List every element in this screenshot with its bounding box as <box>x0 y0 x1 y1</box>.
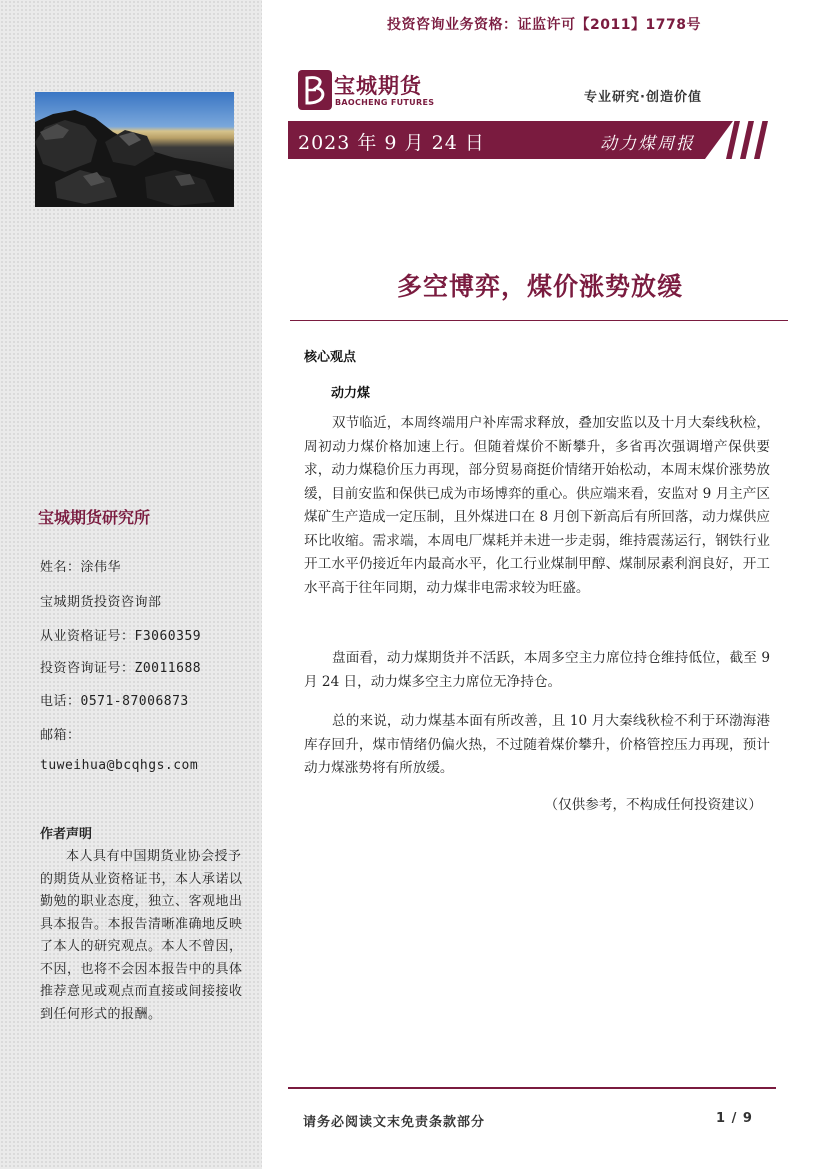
disclaimer: （仅供参考，不构成任何投资建议） <box>544 797 762 813</box>
footer-divider <box>288 1087 776 1089</box>
report-type: 动力煤周报 <box>600 134 695 154</box>
section-heading: 核心观点 <box>304 350 357 365</box>
logo-english: BAOCHENG FUTURES <box>335 98 435 107</box>
qualification-line: 投资咨询业务资格：证监许可【2011】1778号 <box>387 17 701 33</box>
author-name: 姓名：涂伟华 <box>40 560 122 575</box>
page-number: 1 / 9 <box>716 1111 753 1126</box>
logo-chinese: 宝城期货 <box>334 73 422 98</box>
sidebar <box>0 0 262 1169</box>
paragraph: 总的来说，动力煤基本面有所改善，且 10 月大秦线秋检不利于环渤海港库存回升，煤市情绪仍偏火热，不过随着煤价攀升，价格管控压力再现，预计动力煤涨势将有所放缓。 <box>304 713 770 776</box>
email-label: 邮箱： <box>40 728 81 743</box>
license-number: 从业资格证号：F3060359 <box>40 629 202 644</box>
consult-license-number: 投资咨询证号：Z0011688 <box>40 661 202 676</box>
report-title: 多空博弈，煤价涨势放缓 <box>396 272 683 301</box>
banner-stripe <box>740 121 754 159</box>
subsection-heading: 动力煤 <box>331 386 371 401</box>
footer-notice: 请务必阅读文末免责条款部分 <box>303 1115 486 1130</box>
logo-mark-icon <box>298 70 332 110</box>
report-date: 2023 年 9 月 24 日 <box>298 132 485 154</box>
paragraph: 双节临近，本周终端用户补库需求释放，叠加安监以及十月大秦线秋检，周初动力煤价格加速上行。但随着煤价不断攀升，多省再次强调增产保供要求，动力煤稳价压力再现，部分贸易商挺价情绪开始松动，本周末煤价涨势放缓，目前安监和保供已成为市场博弈的重心。供应端来看，安监对 9 月主产区煤矿生产造成一定压制，且外煤进口在 8 月创下新高后有所回落，动力煤供应环比收缩。需求端，本周电厂煤耗并未进一步走弱，维持震荡运行，钢铁行业开工水平仍接近年内最高水平，化工行业煤制甲醇、煤制尿素利润良好，开工水平高于往年同期，动力煤非电需求较为旺盛。 <box>304 415 770 596</box>
company-logo <box>298 70 438 114</box>
phone: 电话：0571-87006873 <box>40 694 189 709</box>
coal-photo <box>35 92 234 207</box>
declaration-title: 作者声明 <box>40 827 93 842</box>
title-divider <box>290 320 788 321</box>
slogan: 专业研究·创造价值 <box>584 90 702 105</box>
declaration-text: 本人具有中国期货业协会授予的期货从业资格证书，本人承诺以勤勉的职业态度，独立、客观地出具本报告。本报告清晰准确地反映了本人的研究观点。本人不曾因，不因，也将不会因本报告中的具体推荐意见或观点而直接或间接接收到任何形式的报酬。 <box>40 849 243 1022</box>
paragraph: 盘面看，动力煤期货并不活跃，本周多空主力席位持仓维持低位，截至 9 月 24 日，动力煤多空主力席位无净持仓。 <box>304 650 770 690</box>
department: 宝城期货投资咨询部 <box>40 595 162 610</box>
date-banner <box>288 121 788 159</box>
email-address: tuweihua@bcqhgs.com <box>40 758 199 773</box>
banner-stripe <box>754 121 768 159</box>
institute-name: 宝城期货研究所 <box>38 508 151 527</box>
